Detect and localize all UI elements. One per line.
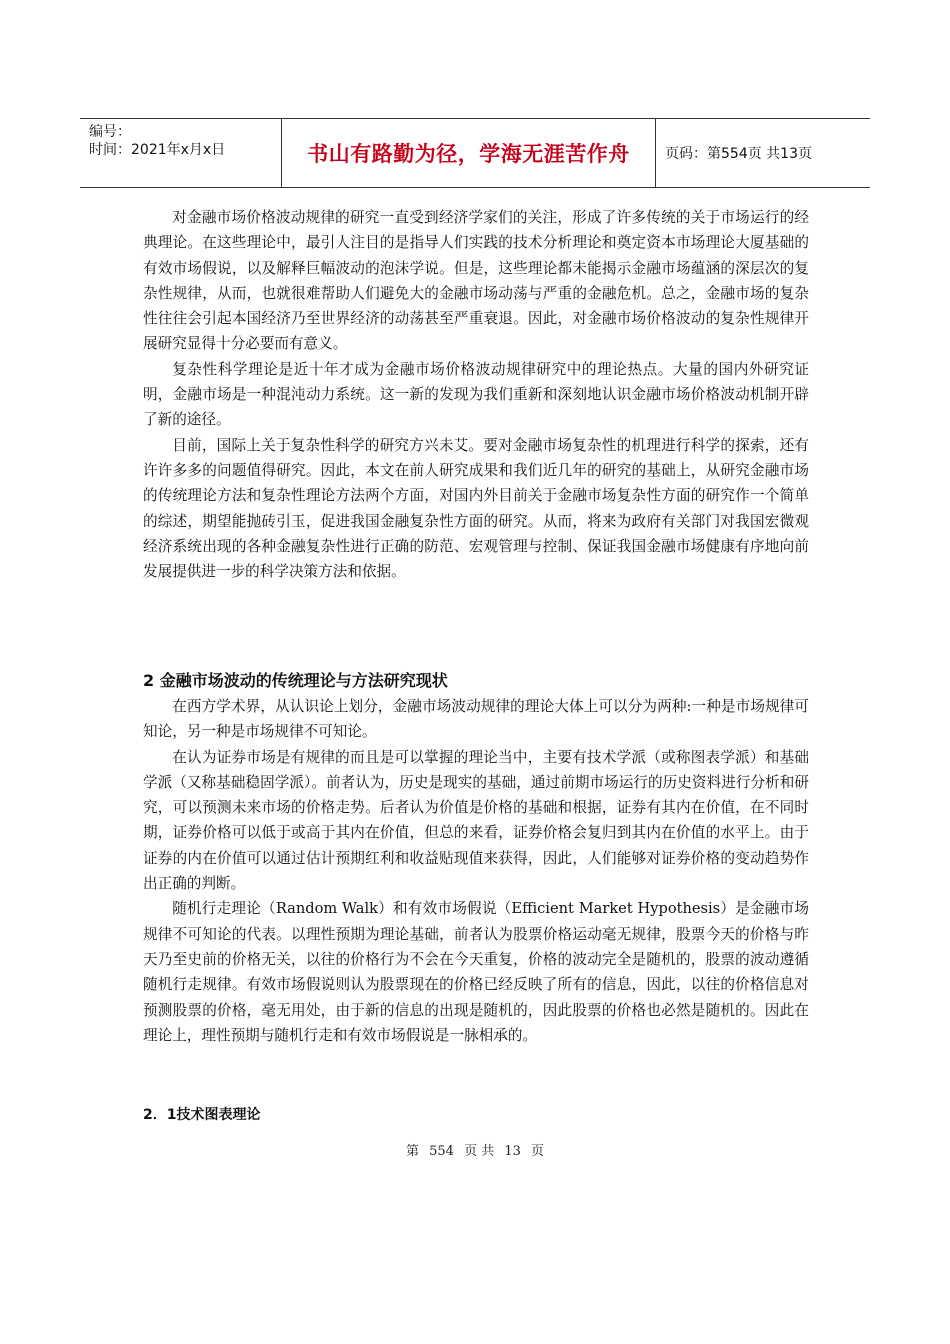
footer-mid: 页 共	[464, 1144, 495, 1159]
paragraph: 在西方学术界，从认识论上划分，金融市场波动规律的理论大体上可以分为两种:一种是市场规律可知论，另一种是市场规律不可知论。	[143, 698, 809, 741]
footer-suffix: 页	[531, 1144, 545, 1159]
footer-total-pages: 13	[504, 1144, 521, 1159]
paragraph: 复杂性科学理论是近十年才成为金融市场价格波动规律研究中的理论热点。大量的国内外研究证明，金融市场是一种混沌动力系统。这一新的发现为我们重新和深刻地认识金融市场价格波动机制开辟了新的途径。	[143, 360, 809, 429]
document-header	[80, 118, 870, 188]
footer-page-number: 554	[429, 1144, 454, 1159]
section-body	[143, 694, 809, 1048]
paragraph: 对金融市场价格波动规律的研究一直受到经济学家们的关注，形成了许多传统的关于市场运行的经典理论。在这些理论中，最引人注目的是指导人们实践的技术分析理论和奠定资本市场理论大厦基础的有效市场假说，以及解释巨幅波动的泡沫学说。但是，这些理论都未能揭示金融市场蕴涵的深层次的复杂性规律，从而，也就很难帮助人们避免大的金融市场动荡与严重的金融危机。总之，金融市场的复杂性往往会引起本国经济乃至世界经济的动荡甚至严重衰退。因此，对金融市场价格波动的复杂性规律开展研究显得十分必要而有意义。	[143, 209, 809, 353]
page-footer	[0, 1140, 950, 1159]
paragraph: 目前，国际上关于复杂性科学的研究方兴未艾。要对金融市场复杂性的机理进行科学的探索，还有许许多多的问题值得研究。因此，本文在前人研究成果和我们近几年的研究的基础上，从研究金融市场的传统理论方法和复杂性理论方法两个方面，对国内外目前关于金融市场复杂性方面的研究作一个简单的综述，期望能抛砖引玉，促进我国金融复杂性方面的研究。从而，将来为政府有关部门对我国宏微观经济系统出现的各种金融复杂性进行正确的防范、宏观管理与控制、保证我国金融市场健康有序地向前发展提供进一步的科学决策方法和依据。	[143, 436, 809, 581]
time-label: 时间：2021年x月x日	[89, 142, 226, 158]
intro-body	[143, 205, 809, 584]
header-meta	[80, 119, 281, 187]
number-label: 编号：	[89, 124, 131, 140]
section-heading: 2 金融市场波动的传统理论与方法研究现状	[143, 671, 448, 690]
paragraph: 在认为证券市场是有规律的而且是可以掌握的理论当中，主要有技术学派（或称图表学派）和基础学派（又称基础稳固学派）。前者认为，历史是现实的基础，通过前期市场运行的历史资料进行分析和研究，可以预测未来市场的价格走势。后者认为价值是价格的基础和根据，证券有其内在价值，在不同时期，证券价格可以低于或高于其内在价值，但总的来看，证券价格会复归到其内在价值的水平上。由于证券的内在价值可以通过估计预期红利和收益贴现值来获得，因此，人们能够对证券价格的变动趋势作出正确的判断。	[143, 748, 809, 893]
header-motto: 书山有路勤为径，学海无涯苦作舟	[281, 119, 656, 187]
paragraph: 随机行走理论（Random Walk）和有效市场假说（Efficient Market Hypothesis）是金融市场规律不可知论的代表。以理性预期为理论基础，前者认为股票价格运动毫无规律，股票今天的价格与昨天乃至史前的价格无关，以往的价格行为不会在今天重复，价格的波动完全是随机的，股票的波动遵循随机行走规律。有效市场假说则认为股票现在的价格已经反映了所有的信息，因此，以往的价格信息对预测股票的价格，毫无用处，由于新的信息的出现是随机的，因此股票的价格也必然是随机的。因此在理论上，理性预期与随机行走和有效市场假说是一脉相承的。	[143, 900, 809, 1044]
footer-prefix: 第	[405, 1144, 419, 1159]
header-page-info: 页码：第554页 共13页	[665, 146, 812, 162]
subsection-heading: 2．1技术图表理论	[143, 1107, 261, 1123]
